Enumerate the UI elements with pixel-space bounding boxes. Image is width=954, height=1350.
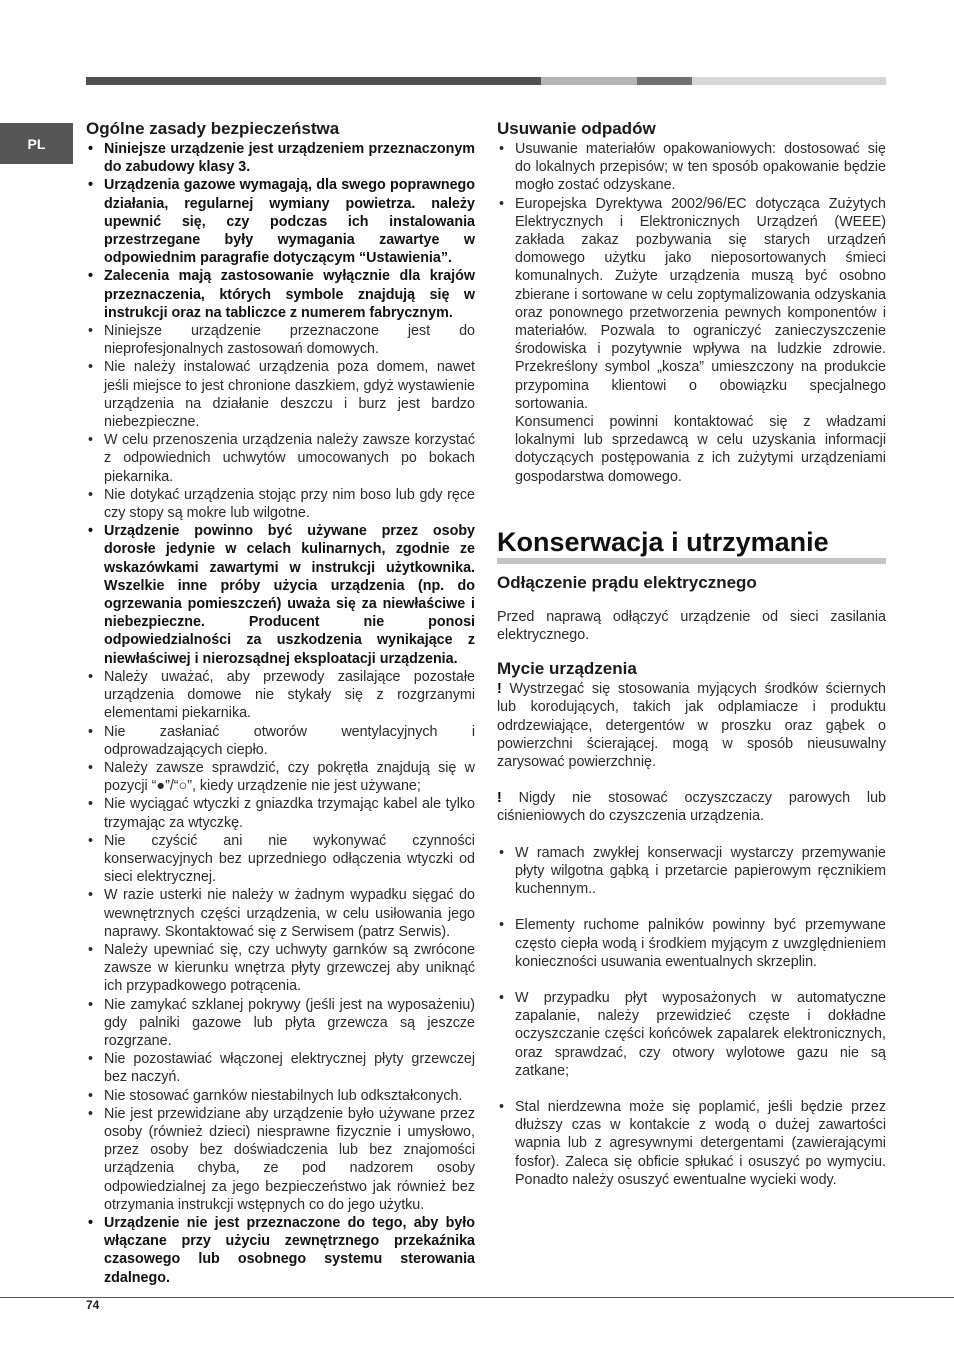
list-item: • W razie usterki nie należy w żadnym wypadku sięgać do wewnętrznych części urządzenia, w celu usiłowania jego naprawy. Skontaktować się z Serwisem (patrz Serwis). — [86, 886, 475, 941]
warning-icon: ! — [497, 790, 502, 807]
page-title: Konserwacja i utrzymanie — [497, 526, 886, 564]
list-item: • Niniejsze urządzenie jest urządzeniem przeznaczonym do zabudowy klasy 3. — [86, 140, 475, 176]
list-item: • Nie zamykać szklanej pokrywy (jeśli jest na wyposażeniu) gdy palniki gazowe lub płyta grzewcza są jeszcze rozgrzane. — [86, 996, 475, 1051]
section-title-waste: Usuwanie odpadów — [497, 119, 656, 138]
warning-paragraph — [497, 680, 886, 771]
list-item: • Należy zawsze sprawdzić, czy pokrętła znajdują się w pozycji “●”/“○”, kiedy urządzenie nie jest używane; — [86, 759, 475, 795]
left-column — [86, 118, 475, 1287]
list-item: • Nie należy instalować urządzenia poza domem, nawet jeśli miejsce to jest chronione daszkiem, gdyż wystawienie urządzenia na działanie deszczu i burz jest bardzo niebezpieczne. — [86, 358, 475, 431]
list-item: • Europejska Dyrektywa 2002/96/EC dotycząca Zużytych Elektrycznych i Elektronicznych Urządzeń (WEEE) zakłada zakaz pozbywania się starych urządzeń domowego użytku jako nieposortowanych śmieci komunalnych. Zużyte urządzenia muszą być osobno zbierane i sortowane w celu zoptymalizowania odzyskania oraz ponownego przetworzenia pewnych komponentów i materiałów. Pozwala to ograniczyć zanieczyszczenie środowiska i pozytywnie wpływa na ludzkie zdrowie. Przekreślony symbol „kosza” umieszczony na produkcie przypomina klientowi o obowiązku specjalnego sortowania. — [497, 195, 886, 413]
footer-divider — [0, 1297, 954, 1298]
list-item: • Nie jest przewidziane aby urządzenie było używane przez osoby (również dzieci) niesprawne fizycznie i umysłowo, przez osoby bez doświadczenia lub bez znajomości urządzenia chyba, ze pod nadzorem osoby odpowiedzialnej za jego bezpieczeństwo jak również bez otrzymania instrukcji wstępnych co do jego użytku. — [86, 1105, 475, 1214]
list-item: • Urządzenie powinno być używane przez osoby dorosłe jedynie w celach kulinarnych, zgodnie ze wskazówkami zawartymi w instrukcji użytkownika. Wszelkie inne próby użycia urządzenia (np. do ogrzewania pomieszczeń) uważa się za niewłaściwe i niebezpieczne. Producent nie ponosi odpowiedzialności za uszkodzenia wynikające z niewłaściwej i nierozsądnej eksploatacji urządzenia. — [86, 522, 475, 668]
list-item: • Urządzenia gazowe wymagają, dla swego poprawnego działania, regularnej wymiany powietrza. należy upewnić się, czy podczas ich instalowania przestrzegane były wymagania zawartye w odpowiednim paragrafie dotyczącym “Ustawienia”. — [86, 176, 475, 267]
list-item: • Nie zasłaniać otworów wentylacyjnych i odprowadzających ciepło. — [86, 723, 475, 759]
section-title-safety: Ogólne zasady bezpieczeństwa — [86, 119, 340, 138]
cleaning-list — [497, 844, 886, 1189]
list-item: • Nie dotykać urządzenia stojąc przy nim boso lub gdy ręce czy stopy są mokre lub wilgotne. — [86, 486, 475, 522]
warning-text: Wystrzegać się stosowania myjących środków ściernych lub korodujących, takich jak odplamiacze i produktu odrdzewiające, detergentów w proszku oraz gąbek o powierzchni ścierającej. mogą w sposób nieusuwalny zarysować powierzchnię. — [497, 681, 886, 771]
warning-text: Nigdy nie stosować oczyszczaczy parowych lub ciśnieniowych do czyszczenia urządzenia. — [497, 790, 886, 825]
list-item: • Zalecenia mają zastosowanie wyłącznie dla krajów przeznaczenia, których symbole znajdują się w instrukcji oraz na tabliczce z numerem fabrycznym. — [86, 267, 475, 322]
header-bar — [86, 77, 886, 85]
warning-icon: ! — [497, 681, 502, 698]
header-bar-segment — [637, 77, 692, 85]
waste-list — [497, 140, 886, 413]
safety-list — [86, 140, 475, 1287]
disconnect-text: Przed naprawą odłączyć urządzenie od sieci zasilania elektrycznego. — [497, 608, 886, 644]
list-item: • Stal nierdzewna może się poplamić, jeśli będzie przez dłuższy czas w kontakcie z wodą o dużej zawartości wapnia lub z agresywnymi detergentami (zawierającymi fosfor). Zaleca się obficie spłukać i osuszyć po wymyciu. Ponadto należy osuszyć ewentualne wycieki wody. — [497, 1098, 886, 1189]
list-item: • Nie pozostawiać włączonej elektrycznej płyty grzewczej bez naczyń. — [86, 1050, 475, 1086]
section-title-cleaning: Mycie urządzenia — [497, 659, 637, 679]
list-item: • W celu przenoszenia urządzenia należy zawsze korzystać z odpowiednich uchwytów umocowanych po bokach piekarnika. — [86, 431, 475, 486]
list-item: • Nie stosować garnków niestabilnych lub odkształconych. — [86, 1087, 475, 1105]
list-item: • W ramach zwykłej konserwacji wystarczy przemywanie płyty wilgotna gąbką i przetarcie papierowym ręcznikiem kuchennym.. — [497, 844, 886, 899]
waste-continuation: Konsumenci powinni kontaktować się z władzami lokalnymi lub sprzedawcą w celu uzyskania informacji dotyczących postępowania z ich zużytymi urządzeniami gospodarstwa domowego. — [515, 414, 886, 485]
list-item: • Urządzenie nie jest przeznaczone do tego, aby było włączane przy użyciu zewnętrznego przekaźnika czasowego lub osobnego systemu sterowania zdalnego. — [86, 1214, 475, 1287]
page-number: 74 — [86, 1298, 100, 1312]
list-item: • Należy upewniać się, czy uchwyty garnków są zwrócone zawsze w kierunku wnętrza płyty grzewczej aby uniknąć ich przypadkowego potrącenia. — [86, 941, 475, 996]
section-title-disconnect: Odłączenie prądu elektrycznego — [497, 572, 757, 592]
header-bar-segment — [86, 77, 541, 85]
list-item: • Należy uważać, aby przewody zasilające pozostałe urządzenia domowe nie stykały się z rozgrzanymi elementami piekarnika. — [86, 668, 475, 723]
list-item: • W przypadku płyt wyposażonych w automatyczne zapalanie, należy przewidzieć częste i dokładne oczyszczanie części końcówek zapalarek elektronicznych, oraz sprawdzać, czy otwory wylotowe gazu nie są zatkane; — [497, 989, 886, 1080]
header-bar-segment — [541, 77, 637, 85]
warning-paragraph — [497, 789, 886, 825]
list-item: • Niniejsze urządzenie przeznaczone jest do nieprofesjonalnych zastosowań domowych. — [86, 322, 475, 358]
list-item: • Nie czyścić ani nie wykonywać czynności konserwacyjnych bez uprzedniego odłączenia wtyczki od sieci elektrycznej. — [86, 832, 475, 887]
list-item: • Nie wyciągać wtyczki z gniazdka trzymając kabel ale tylko trzymając za wtyczkę. — [86, 795, 475, 831]
list-item: • Usuwanie materiałów opakowaniowych: dostosować się do lokalnych przepisów; w ten sposób opakowanie będzie mogło zostać odzyskane. — [497, 140, 886, 195]
header-bar-segment — [692, 77, 886, 85]
language-tab: PL — [0, 123, 73, 164]
list-item: • Elementy ruchome palników powinny być przemywane często ciepła wodą i środkiem myjącym z uwzględnieniem konieczności usuwania ewentualnych skrzeplin. — [497, 916, 886, 971]
right-column — [497, 118, 886, 1189]
